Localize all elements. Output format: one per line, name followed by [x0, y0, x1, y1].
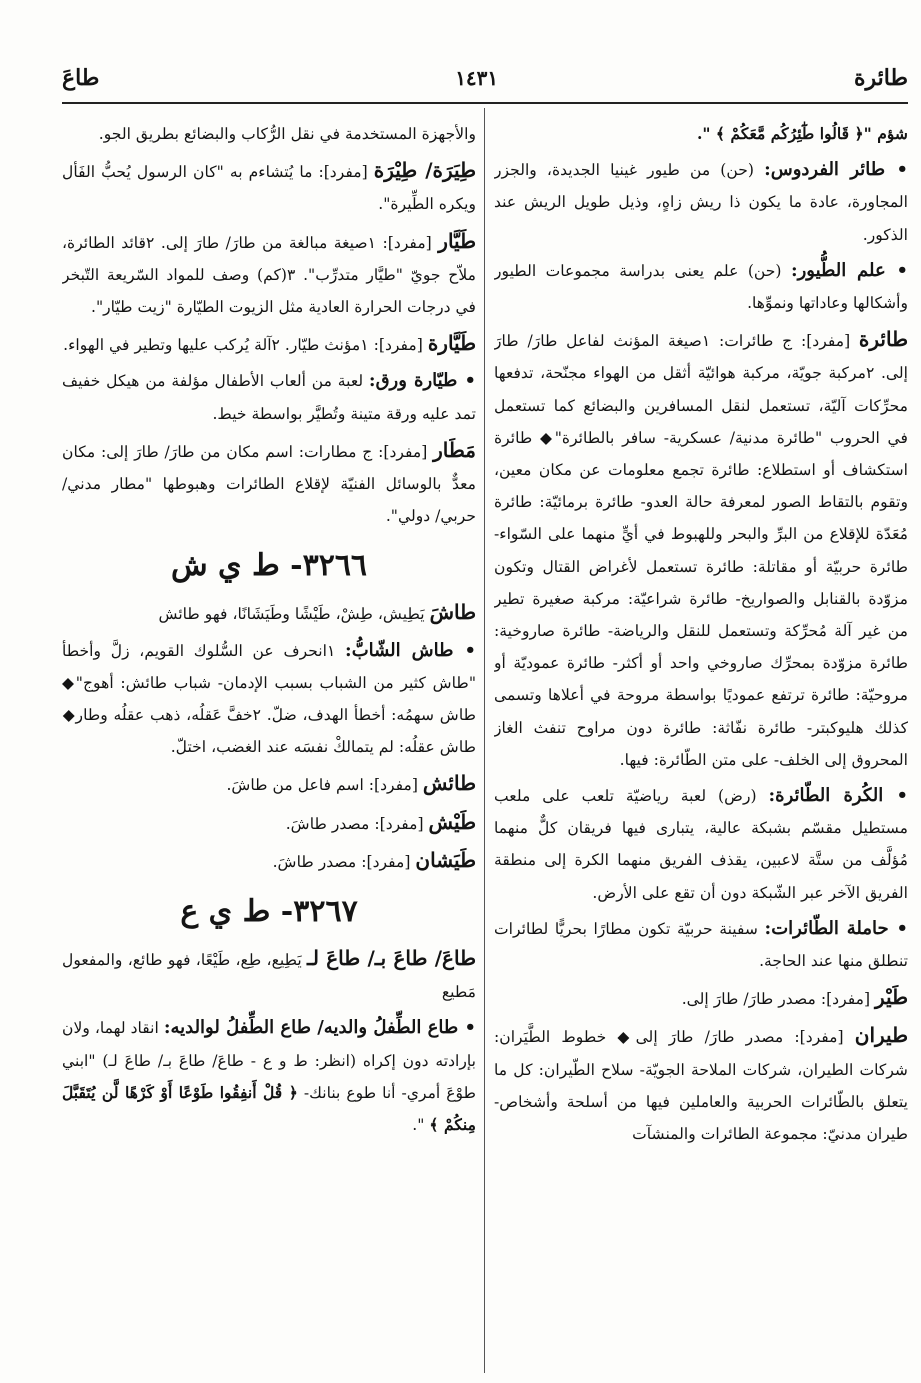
entry-definition: ١صيغة مبالغة من طارَ/ طارَ إلى. ٢قائد الطائرة، ملاّح جويّ "طيَّار متدرِّب". ٣(كم) وصف للمواد السّريعة التّبخر في درجات الحرارة العادية مثل الزيوت الطيّارة "زيت طيّار". — [62, 233, 476, 317]
column-divider — [484, 108, 485, 1373]
subentry-headword: • طاع الطِّفلُ والديه/ طاع الطِّفلُ لوالديه: — [163, 1017, 476, 1039]
entry-definition: سفينة حربيّة تكون مطارًا بحريًّا لطائرات تنطلق منها عند الحاجة. — [494, 919, 908, 971]
entry-tag: [مفرد]: — [382, 233, 439, 252]
sub-entry — [62, 635, 476, 764]
dictionary-entry — [62, 942, 476, 1008]
entry-definition: يَطِيش، طِشْ، طَيْشًا وطَيَشَانًا، فهو طائش — [158, 605, 430, 624]
sub-entry — [494, 255, 908, 319]
entry-headword: طائرة — [858, 327, 908, 352]
entry-definition-tail: ". — [412, 1116, 430, 1135]
right-column — [494, 118, 908, 1375]
dictionary-entry — [62, 327, 476, 361]
quran-quote: شؤم "﴿ قَالُوا طَٰٓئِرُكُم مَّعَكُمْ ﴾ ". — [696, 124, 908, 143]
entry-headword: طاعَ/ طاعَ بـ/ طاعَ لـ — [307, 946, 476, 971]
subentry-headword: • حاملة الطّائرات: — [764, 917, 908, 939]
entry-headword: طَيَّارة — [427, 331, 476, 356]
dictionary-entry — [62, 434, 476, 533]
subentry-headword: • طائر الفردوس: — [764, 159, 908, 181]
entry-definition: اسم فاعل من طاشَ. — [226, 776, 369, 795]
dictionary-entry — [494, 1019, 908, 1150]
entry-tag: [مفرد]: — [368, 776, 423, 795]
entry-definition: (حن) علم يعنى بدراسة مجموعات الطيور وأشكالها وعاداتها ونموِّها. — [494, 261, 908, 313]
entry-headword: طَيْش — [428, 809, 476, 834]
dictionary-entry — [62, 225, 476, 324]
sub-entry — [494, 780, 908, 909]
entry-headword: طِيَرَة/ طِيْرَة — [373, 158, 476, 183]
entry-definition: ١مؤنث طيّار. ٢آلة يُركب عليها وتطير في الهواء. — [63, 336, 374, 355]
header-rule — [62, 102, 908, 104]
dictionary-entry — [62, 844, 476, 878]
header-left-guide-word: طاعَ — [62, 65, 100, 91]
entry-tag: [مفرد]: — [318, 163, 374, 182]
entry-headword: طاشَ — [429, 600, 476, 625]
root-heading: ٣٢٦٦- ط ي ش — [170, 548, 368, 584]
root-heading: ٣٢٦٧- ط ي ع — [180, 894, 358, 930]
sub-entry — [62, 1012, 476, 1141]
entry-tag: [مفرد]: — [820, 990, 875, 1009]
dictionary-entry — [62, 767, 476, 801]
dictionary-entry — [494, 323, 908, 776]
entry-definition: (حن) من طيور غينيا الجديدة، والجزر المجاورة، عادة ما يكون ذا ريش زاهٍ، وذيل طويل الريش عند الذكور. — [494, 161, 908, 244]
dictionary-entry — [494, 981, 908, 1015]
entry-definition: مصدر طارَ/ طارَ إلى◆ خطوط الطَّيَران: شركات الطيران، شركات الملاحة الجويّة- سلاح الطّيران: كل ما يتعلق بالطّائرات الحربية والعاملين فيها من أسلحة وأشخاص- طيران مدنيّ: مجموعة الطائرات والمنشآت — [494, 1028, 908, 1144]
dictionary-entry — [62, 806, 476, 840]
subentry-headword: • طيّارة ورق: — [368, 370, 476, 392]
entry-tag: [مفرد]: — [373, 336, 428, 355]
entry-text — [494, 118, 908, 150]
entry-tag: [مفرد]: — [794, 1028, 855, 1047]
entry-headword: طَيَشان — [415, 847, 476, 872]
entry-headword: طَيَّار — [438, 228, 476, 253]
entry-definition: ج طائرات: ١صيغة المؤنث لفاعل طارَ/ طارَ إلى. ٢مركبة جويّة، مركبة هوائيّة أثقل من الهواء مجنّحة، تدفعها محرِّكات آليّة، تستعمل لنقل المسافرين والبضائع كما تستعمل في الحروب "طائرة مدنية/ عسكرية- سافر بالطائرة"◆ طائرة استكشاف أو استطلاع: طائرة تجمع معلومات عن مكان معين، وتقوم بالتقاط الصور لمعرفة حالة العدو- طائرة برمائيّة: طائرة مُعَدّة للإقلاع من البرِّ والبحر وللهبوط في أيٍّ منهما على السّواء- طائرة حربيّة أو مقاتلة: طائرة تستعمل لأغراض القتال وتكون مزوّدة بالقنابل والصواريخ- طائرة شراعيّة: مركبة صغيرة تطير من غير آلة مُحرِّكة وتستعمل للنقل والرياضة- طائرة صاروخية: طائرة مزوّدة بمحرِّك صاروخي واحد أو أكثر- طائرة عموديّة أو مروحيّة: طائرة ترتفع عموديًا بواسطة مروحة في أعلاها وتسمى كذلك هليوكبتر- طائرة نفّاثة: طائرة دون مراوح تنفث الغاز المحروق إلى الخلف- على متن الطّائرة: فيها. — [494, 332, 908, 769]
subentry-headword: • طاش الشّابُّ: — [345, 639, 476, 661]
entry-tag: [مفرد]: — [378, 442, 434, 461]
sub-entry — [494, 154, 908, 251]
sub-entry — [494, 913, 908, 977]
page-header — [62, 58, 908, 98]
entry-definition: ما يُتشاءم به "كان الرسول يُحبُّ الفَأل ويكره الطِّيرة". — [62, 163, 476, 214]
dictionary-entry — [62, 596, 476, 630]
quran-quote: ﴿ قُلْ أَنفِقُوا طَوْعًا أَوْ كَرْهًا لَّن يُتَقَبَّلَ مِنكُمْ ﴾ — [62, 1082, 476, 1135]
page-number: ١٤٣١ — [455, 66, 499, 90]
header-right-guide-word: طائرة — [853, 65, 908, 91]
entry-definition: يَطِيع، طِع، طَيْعًا، فهو طائع، والمفعول مَطيع — [62, 951, 476, 1002]
left-column — [62, 118, 476, 1375]
subentry-headword: • الكُرة الطّائرة: — [768, 785, 908, 807]
entry-definition: مصدر طاشَ. — [272, 852, 362, 871]
entry-headword: طائش — [422, 771, 476, 796]
entry-definition: والأجهزة المستخدمة في نقل الرُّكاب والبضائع بطريق الجو. — [98, 125, 476, 143]
entry-headword: طَيْر — [875, 985, 908, 1010]
entry-tag: [مفرد]: — [800, 332, 859, 351]
dictionary-entry — [62, 154, 476, 220]
entry-definition: مصدر طارَ/ طارَ إلى. — [681, 990, 821, 1009]
entry-definition: ج مطارات: اسم مكان من طارَ/ طارَ إلى: مكان معدٌّ بالوسائل الفنيّة لإقلاع الطائرات وهبوطها "مطار مدني/ حربي/ دولي". — [62, 442, 476, 526]
subentry-headword: • علم الطُّيور: — [790, 259, 908, 281]
entry-headword: مَطَار — [433, 437, 476, 462]
entry-tag: [مفرد]: — [361, 852, 416, 871]
sub-entry — [62, 365, 476, 429]
entry-definition: ١انحرف عن السُّلوك القويم، زلَّ وأخطأ "طاش كثير من الشباب بسبب الإدمان- شباب طائش: أهوج"◆ طاش سهمُه: أخطأ الهدف، ضلّ. ٢خفَّ عَقلُه، ذهب عقلُه وطار◆ طاش عقلُه: لم يتمالكْ نفسَه عند الغضب، اختلّ. — [62, 641, 476, 757]
entry-headword: طيران — [854, 1023, 908, 1048]
entry-definition: لعبة من ألعاب الأطفال مؤلفة من هيكل خفيف تمد عليه ورقة متينة وتُطيَّر بواسطة خيط. — [62, 372, 476, 423]
entry-tag: [مفرد]: — [374, 814, 429, 833]
entry-definition: انقاد لهما، ولان بإرادته دون إكراه (انظر: ط و ع - طاعَ/ طاعَ بـ/ طاعَ لـ) "ابني طوْعَ أمري- أنا طوع بنانك- — [62, 1019, 476, 1102]
entry-text — [62, 118, 476, 150]
entry-definition: (رض) لعبة رياضيّة تلعب على ملعب مستطيل مقسّم بشبكة عالية، يتبارى فيها فريقان كلٌّ منهما مُؤلَّف من ستَّة لاعبين، يقذف الفريق منهما الكرة إلى منطقة الفريق الآخر عبر الشّبكة دون أن تقع على الأرض. — [494, 787, 908, 902]
entry-definition: مصدر طاشَ. — [285, 814, 375, 833]
